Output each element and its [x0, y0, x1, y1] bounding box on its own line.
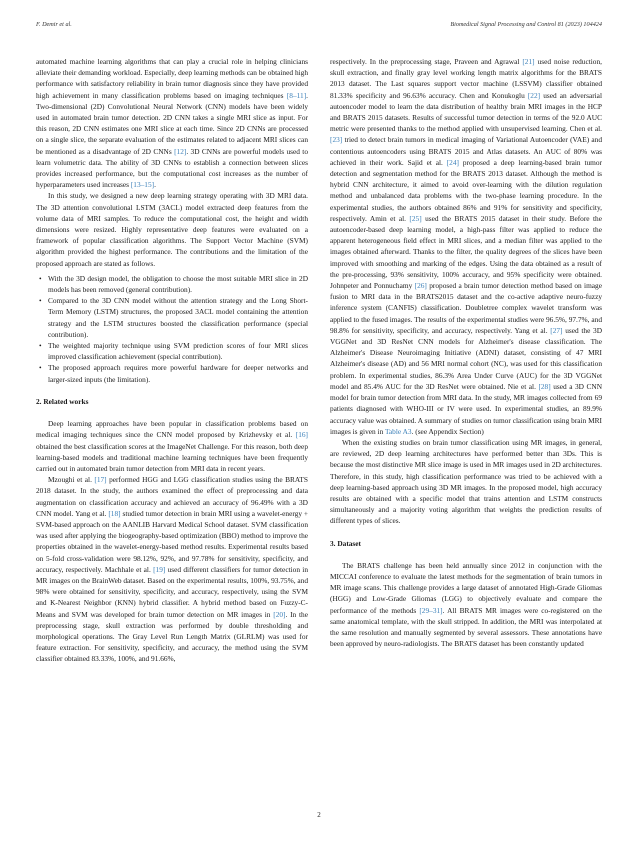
section-heading-related-works: 2. Related works — [36, 396, 89, 406]
header-authors: F. Demir et al. — [36, 21, 72, 28]
citation-link[interactable]: [20] — [273, 609, 286, 619]
list-item: • The proposed approach requires more powerful hardware for deeper networks and larger-sized inputs (the limitation). — [48, 362, 308, 384]
citation-link[interactable]: [26] — [414, 281, 427, 291]
citation-link[interactable]: [27] — [550, 325, 563, 335]
citation-link[interactable]: [13–15] — [130, 180, 155, 190]
citation-link[interactable]: [12] — [174, 146, 187, 156]
citation-link[interactable]: [24] — [446, 157, 459, 167]
paragraph: The BRATS challenge has been held annually since 2012 in conjunction with the MICCAI conference to evaluate the latest methods for the segmentation of brain tumors in MR image scans. This challenge provides a large dataset of annotated High-Grade Gliomas (HGG) and Low-Grade Gliomas (LGG) to objectively evaluate and compare the performance of the methods [29–31]. All BRATS MR images were co-registered on the same anatomical template, with the skull stripped. In addition, the MRI was interpolated at the same resolution and manually segmented by several assessors. These annotations have been approved by neuro-radiologists. The BRATS dataset has been constantly updated — [330, 560, 602, 649]
table-link[interactable]: Table A3 — [384, 426, 412, 436]
running-header — [36, 21, 602, 31]
paragraph: Mzoughi et al. [17] performed HGG and LGG classification studies using the BRATS 2018 dataset. In the study, the authors examined the effect of preprocessing and data augmentation on classification accuracy and achieved an accuracy of 96.49% with a 3D CNN model. Yang et al. [18] studied tumor detection in brain MRI using a wavelet-energy + SVM-based approach on the AANLIB Harvard Medical School dataset. SVM classification was used after applying the biogeography-based optimization (BBO) method to improve the properties obtained in the wavelet-energy-based method results. Experimental results based on 5-fold cross-validation were 98.12%, 92%, and 97.78% for sensitivity, specificity, and accuracy, respectively. Machhale et al. [19] used different classifiers for tumor detection in MR images on the BrainWeb dataset. Based on the experimental results, 100%, 93.75%, and 98% were obtained for sensitivity, specificity, and accuracy, respectively, using the SVM and K-Nearest Neighbor (KNN) hybrid classifier. A hybrid method based on Fuzzy-C-Means and SVM was developed for brain tumor detection on MR images in [20]. In the preprocessing stage, skull extraction was performed by double thresholding and morphological operations. The Gray Level Run Length Matrix (GLRLM) was used for feature extraction. For sensitivity, specificity, and accuracy, the method using the SVM classifier obtained 83.33%, 100%, and 91.66%, — [36, 475, 308, 664]
paragraph: respectively. In the preprocessing stage, Praveen and Agrawal [21] used noise reduction, skull extraction, and finally gray level working length matrix algorithms for the BRATS 2013 dataset. The Last squares support vector machine (LSSVM) classifier obtained 81.33% specificity and 96.63% accuracy. Chen and Konukoglu [22] used an adversarial autoencoder model to learn the data distribution of healthy brain MRI images in the HCP and BRATS 2015 datasets. Results of successful tumor detection in terms of the 92.0 AUC metric were presented thanks to the method applied with unsupervised learning. Chen et al. [23] tried to detect brain tumors in medical imaging of Variational Autoencoder (VAE) and contentious autoencoders using BRATS 2015 and Atlas datasets. An AUC of 80% was achieved in their work. Sajid et al. [24] proposed a deep learning-based brain tumor detection and segmentation method for the BRATS 2013 dataset. Although the method is hybrid CNN architecture, it aimed to avoid over-learning with the dilution regulation method and unbalanced data problems with the two-phase learning procedure. In the experimental studies, the authors obtained 86% and 91% for sensitivity and specificity, respectively. Amin et al. [25] used the BRATS 2015 dataset in their study. Before the autoencoder-based deep learning model, a high-pass filter was applied to reduce the apparent heterogeneous field effect in MRI slices, and a median filter was applied to the images obtained afterward. Thanks to the filter, the quality degrees of the slices have been improved with smoothing and marking of the edges. Using the data obtained as a result of the pre-processing, 93% sensitivity, 100% accuracy, and 95% specificity were obtained. Johnpeter and Ponnuchamy [26] proposed a brain tumor detection method based on image fusion to MRI data in the BRATS2015 dataset and the co-active adaptive neuro-fuzzy inference system (CANFIS) classification. Doubletree complex wavelet transform was applied to the fused images. The results of the experimental studies were 96.5%, 97.7%, and 98.8% for sensitivity, specificity, and accuracy, respectively. Yang et al. [27] used the 3D VGGNet and 3D ResNet CNN models for Alzheimer's disease classification. The Alzheimer's Disease Neuroimaging Initiative (ADNI) dataset, consisting of 47 MRI Alzheimer's disease (AD) and 56 MRI normal cohort (NC), was used for this classification problem. In experimental studies, 86.3% Area Under Curve (AUC) for the 3D VGGNet model and 85.4% AUC for the 3D ResNet were obtained. Nie et al. [28] used a 3D CNN model for brain tumor detection from MRI data. In the study, MR images collected from 69 patients diagnosed with WHO-III or IV were used. In experimental studies, an 89.9% accuracy value was obtained. A summary of studies on tumor classification using brain MRI images is given in Table A3. (see Appendix Section) — [330, 57, 603, 436]
citation-link[interactable]: [21] — [522, 57, 535, 66]
citation-link[interactable]: [18] — [108, 508, 121, 518]
contribution-list — [36, 273, 308, 385]
list-item: • Compared to the 3D CNN model without the attention strategy and the Long Short-Term Memory (LSTM) structures, the proposed 3ACL model containing the attention strategy and the LSTM structures boosted the classification performance (special contribution). — [48, 295, 308, 340]
left-column — [36, 56, 308, 665]
right-column — [330, 56, 602, 649]
citation-link[interactable]: [17] — [94, 475, 107, 485]
paragraph: Deep learning approaches have been popular in classification problems based on medical imaging techniques since the CNN model proposed by Krizhevsky et al. [16] obtained the best classification scores at the ImageNet Challenge. For this reason, both deep learning-based models and traditional machine learning techniques have been frequently carried out in automated brain tumor detection from MRI data in recent years. — [36, 419, 308, 473]
paragraph: When the existing studies on brain tumor classification using MR images, in general, are reviewed, 2D deep learning architectures have performed better than 3Ds. This is because the most distinctive MR slice image is used in MR images used in 2D architectures. Therefore, in this study, high classification performance was tried to be achieved with a deep learning-based approach using 3D MR images. In the proposed model, high accuracy results are obtained with a specific model that trains attention and LSTM constructs simultaneously and a majority voting algorithm that weights the prediction results of different types of slices. — [330, 437, 602, 526]
citation-link[interactable]: [22] — [527, 90, 541, 100]
list-item: • The weighted majority technique using SVM prediction scores of four MRI slices improved classification achievement (special contribution). — [48, 340, 308, 362]
citation-link[interactable]: [28] — [538, 381, 551, 391]
page-number: 2 — [317, 811, 321, 819]
paragraph: automated machine learning algorithms that can play a crucial role in helping clinicians alleviate their demanding workload. Especially, deep learning methods can be obtained high performance with satisfactory reliability in brain tumor diagnosis since they have provided high achievement in many classification problems based on imaging techniques [8–11]. Two-dimensional (2D) Convolutional Neural Network (CNN) models have been widely used in automated brain tumor detection. 2D CNN takes a single MRI slice as input. For this reason, 2D CNN estimates one MRI slice at each time. Since 2D CNNs are processed on a single slice, the separate evaluation of the estimates related to adjacent MRI slices can be mentioned as a disadvantage of 2D CNNs [12]. 3D CNNs are powerful models used to learn volumetric data. The ability of 3D CNNs to establish a connection between slices provides increased performance, but the computational cost increases as the number of hyperparameters used increases [13–15]. — [36, 57, 308, 190]
paragraph: In this study, we designed a new deep learning strategy operating with 3D MRI data. The 3D attention convolutional LSTM (3ACL) model extracted deep features from the volume data of MRI samples. To reduce the computational cost, the height and width dimensions were resized. Highly representative deep features were evaluated on a framework of popular classification algorithms. The Support Vector Machine (SVM) algorithm provided the highest performance. The contributions and the limitation of the proposed approach are stated as follows. — [36, 191, 308, 268]
citation-link[interactable]: [25] — [409, 213, 422, 223]
header-journal: Biomedical Signal Processing and Control 81 (2023) 104424 — [450, 21, 602, 28]
list-item: • With the 3D design model, the obligation to choose the most suitable MRI slice in 2D models has been removed (general contribution). — [48, 273, 308, 295]
section-heading-dataset: 3. Dataset — [330, 538, 361, 548]
citation-link[interactable]: [8–11] — [286, 90, 307, 100]
citation-link[interactable]: [29–31] — [419, 605, 443, 615]
citation-link[interactable]: [19] — [153, 564, 166, 574]
citation-link[interactable]: [23] — [330, 135, 343, 145]
citation-link[interactable]: [16] — [295, 430, 308, 440]
